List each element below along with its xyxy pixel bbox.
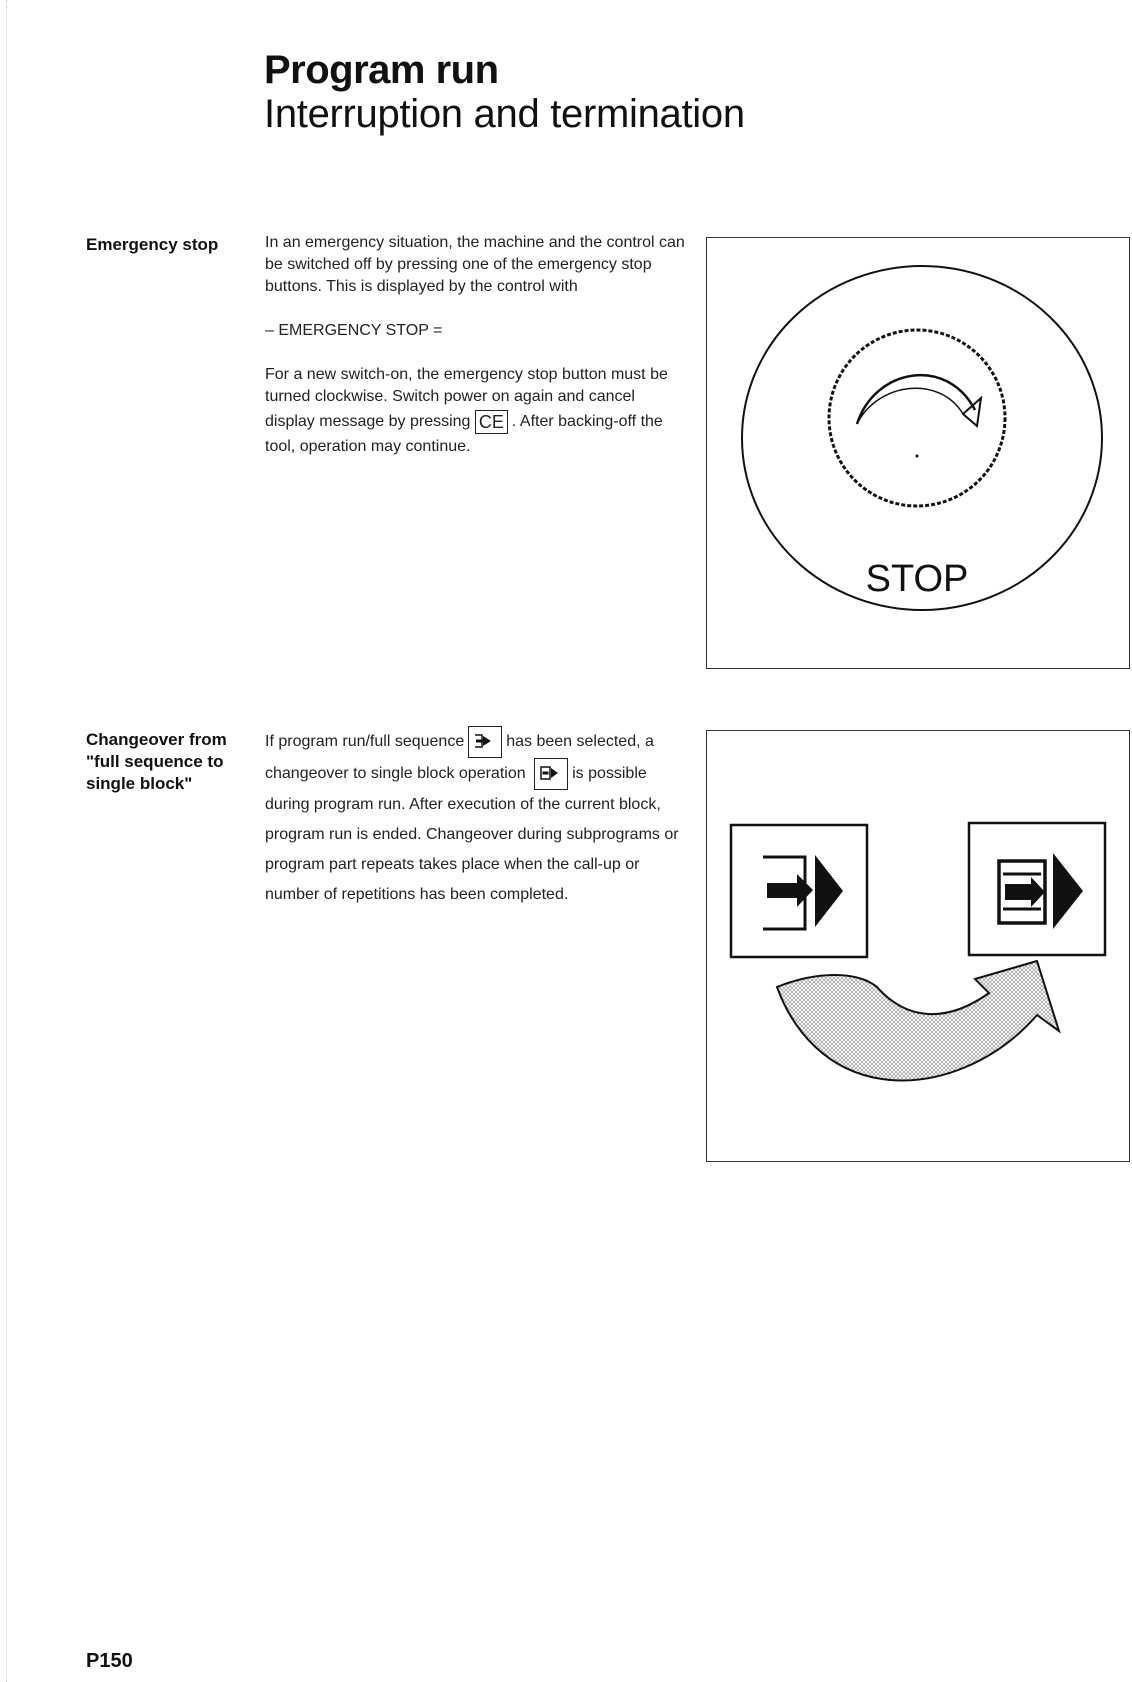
emergency-stop-text [265,232,685,480]
single-block-key-icon [534,758,568,790]
changeover-text [265,726,685,910]
stop-label: STOP [865,558,969,600]
ce-key: CE [475,410,508,434]
emergency-stop-button-icon [707,238,1129,668]
page-number: P150 [86,1650,133,1672]
full-sequence-key-icon [731,825,867,957]
emergency-stop-heading: Emergency stop [86,235,219,254]
emergency-stop-figure [706,237,1130,669]
emergency-para-3 [265,364,685,458]
page-subtitle: Interruption and termination [264,92,745,136]
changeover-text-part-3: is possible during program run. After execution of the current block, program run is ended. Changeover during subprograms or program part repeats takes place when the call-up or number of repetitions has been completed. [265,765,679,903]
emergency-para-1: In an emergency situation, the machine and the control can be switched off by pressing one of the emergency stop buttons. This is displayed by the control with [265,234,685,295]
changeover-text-part-1: If program run/full sequence [265,733,465,751]
full-sequence-key-icon [468,726,502,758]
single-block-key-icon [969,823,1105,955]
emergency-message: – EMERGENCY STOP = [265,322,443,339]
changeover-heading: Changeover from "full sequence to single block" [86,730,227,793]
scan-margin-line [6,0,7,1682]
changeover-text-part-2: has been selected, a changeover to single block operation [265,733,654,783]
curved-arrow-icon [777,961,1059,1080]
page-title: Program run [264,48,499,92]
emergency-para-3-before: For a new switch-on, the emergency stop button must be turned clockwise. Switch power on again and cancel display message by pressing [265,366,668,431]
changeover-figure [706,730,1130,1162]
emergency-para-3-after: . After backing-off the tool, operation may continue. [265,413,663,455]
